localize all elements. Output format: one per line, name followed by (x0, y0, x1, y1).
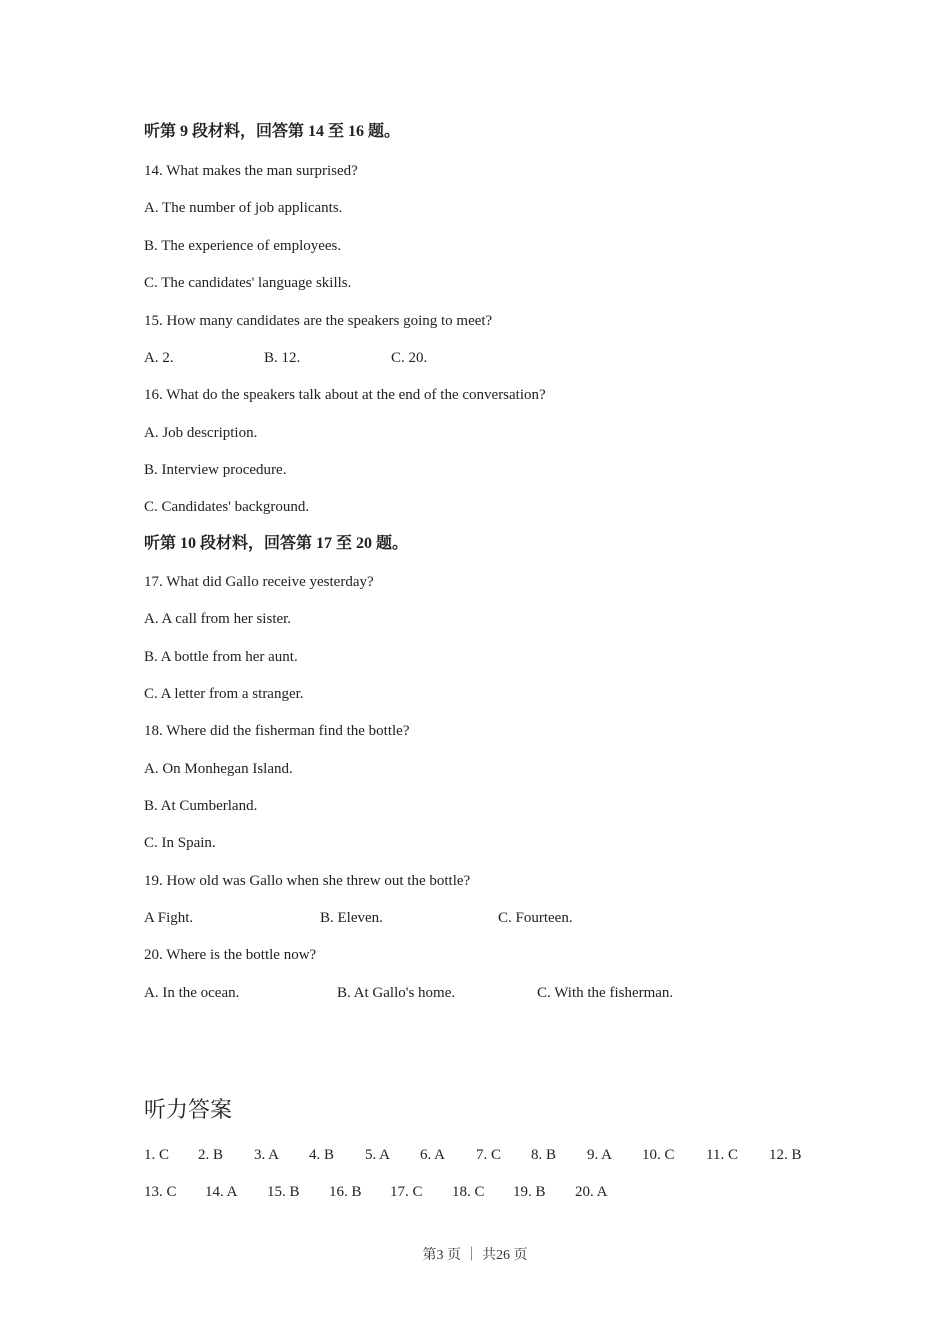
answer-item: 14. A (205, 1184, 238, 1200)
question-18: 18. Where did the fisherman find the bottle? (144, 723, 410, 739)
option-20b: B. At Gallo's home. (337, 985, 456, 1001)
answer-item: 6. A (420, 1147, 446, 1163)
page-footer: 第3 页 ｜ 共26 页 (422, 1248, 528, 1263)
answer-item: 18. C (452, 1184, 485, 1200)
answer-item: 11. C (706, 1147, 738, 1163)
option-19c: C. Fourteen. (498, 910, 573, 926)
question-20: 20. Where is the bottle now? (144, 947, 317, 963)
answer-item: 5. A (365, 1147, 391, 1163)
answer-item: 13. C (144, 1184, 177, 1200)
option-15c: C. 20. (391, 350, 428, 366)
answer-item: 8. B (531, 1147, 557, 1163)
section9-heading: 听第 9 段材料，回答第 14 至 16 题。 (144, 123, 401, 140)
option-16c: C. Candidates' background. (144, 499, 310, 515)
option-17c: C. A letter from a stranger. (144, 686, 304, 702)
question-16: 16. What do the speakers talk about at the end of the conversation? (144, 387, 546, 403)
answer-item: 4. B (309, 1147, 335, 1163)
option-19b: B. Eleven. (320, 910, 383, 926)
option-19a: A Fight. (144, 910, 194, 926)
option-15a: A. 2. (144, 350, 174, 366)
answer-item: 7. C (476, 1147, 502, 1163)
option-20a: A. In the ocean. (144, 985, 240, 1001)
option-18b: B. At Cumberland. (144, 798, 258, 814)
option-18a: A. On Monhegan Island. (144, 761, 293, 777)
option-14a: A. The number of job applicants. (144, 200, 343, 216)
answer-item: 9. A (587, 1147, 613, 1163)
answer-item: 3. A (254, 1147, 280, 1163)
answer-item: 16. B (329, 1184, 362, 1200)
question-15: 15. How many candidates are the speakers going to meet? (144, 313, 493, 329)
option-18c: C. In Spain. (144, 835, 216, 851)
option-17a: A. A call from her sister. (144, 611, 292, 627)
answers-title: 听力答案 (144, 1098, 233, 1123)
answer-item: 1. C (144, 1147, 170, 1163)
option-16b: B. Interview procedure. (144, 462, 287, 478)
option-17b: B. A bottle from her aunt. (144, 649, 298, 665)
question-14: 14. What makes the man surprised? (144, 163, 358, 179)
option-14c: C. The candidates' language skills. (144, 275, 352, 291)
option-16a: A. Job description. (144, 425, 258, 441)
section10-heading: 听第 10 段材料，回答第 17 至 20 题。 (144, 535, 409, 552)
question-19: 19. How old was Gallo when she threw out the bottle? (144, 873, 471, 889)
answer-item: 2. B (198, 1147, 224, 1163)
option-14b: B. The experience of employees. (144, 238, 342, 254)
answer-item: 12. B (769, 1147, 802, 1163)
question-17: 17. What did Gallo receive yesterday? (144, 574, 374, 590)
answer-item: 20. A (575, 1184, 608, 1200)
answer-item: 15. B (267, 1184, 300, 1200)
answer-item: 10. C (642, 1147, 675, 1163)
answer-item: 17. C (390, 1184, 423, 1200)
option-15b: B. 12. (264, 350, 301, 366)
option-20c: C. With the fisherman. (537, 985, 674, 1001)
answer-item: 19. B (513, 1184, 546, 1200)
